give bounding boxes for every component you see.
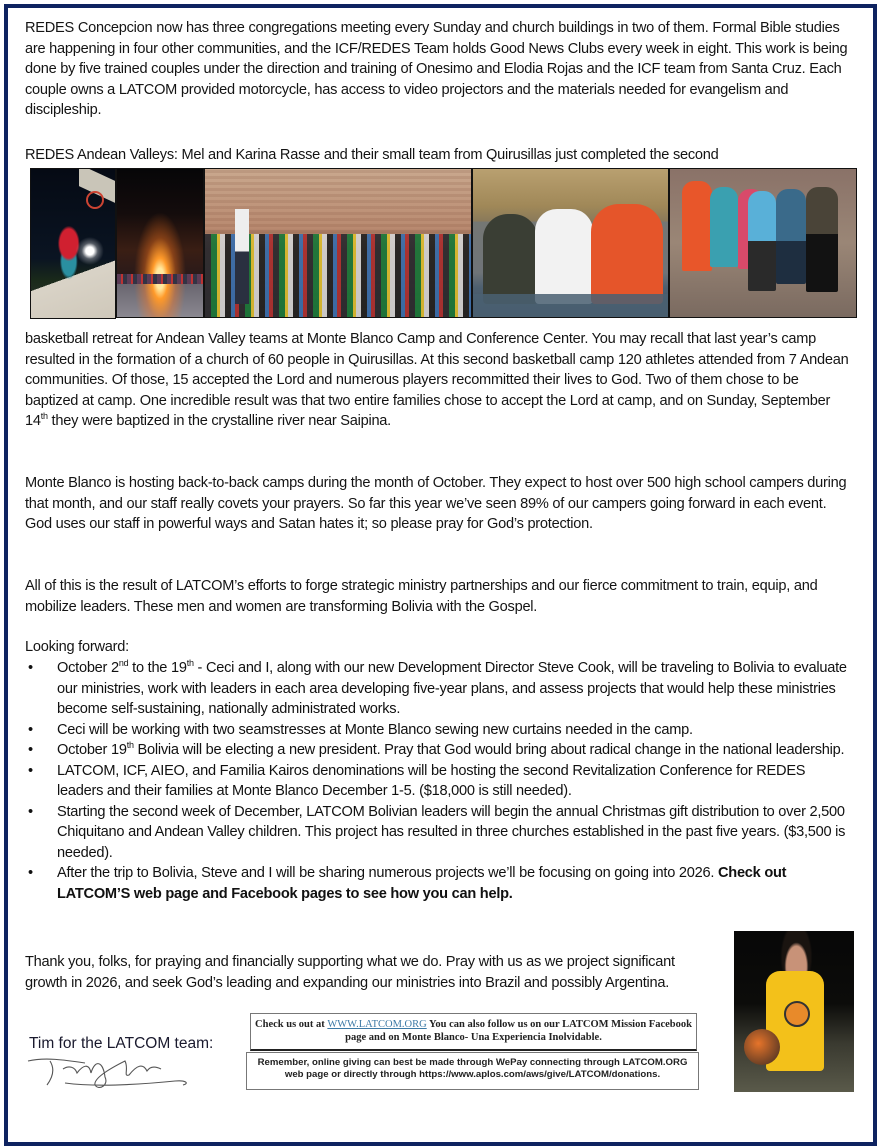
ordinal-suffix: nd — [118, 658, 129, 669]
bullet-text: After the trip to Bolivia, Steve and I will be sharing numerous projects we’ll be focusing on going into 2026. — [57, 865, 718, 881]
call-to-action-text: Check out LATCOM’S web page and Facebook pages to see how you can help. — [57, 865, 787, 902]
bullet-text: Ceci will be working with two seamstresses at Monte Blanco sewing new curtains needed in the camp. — [57, 721, 693, 738]
hoop-shape — [86, 191, 104, 209]
latcom-website-link[interactable]: WWW.LATCOM.ORG — [327, 1019, 427, 1030]
bullet-icon: • — [28, 865, 33, 881]
andean-text-2: they were baptized in the crystalline river near Saipina. — [47, 413, 391, 429]
list-item — [25, 720, 855, 741]
basketball-shape — [744, 1029, 780, 1065]
giving-text: Remember, online giving can best be made through WePay connecting through LATCOM.ORG web page or directly through https://www.aplos.com/aws/give/LATCOM/donations. — [257, 1057, 688, 1080]
list-item — [25, 863, 855, 904]
bullet-icon: • — [28, 762, 33, 779]
paragraph-latcom-result: All of this is the result of LATCOM’s efforts to forge strategic ministry partnerships and our fierce commitment to train, equip, and mobilize leaders. These men and women are transforming Bolivia with the Gospel. — [25, 578, 818, 615]
looking-forward-heading: Looking forward: — [25, 639, 129, 655]
paragraph-thank-you: Thank you, folks, for praying and financially supporting what we do. Pray with us as we project significant growth in 2026, and seek God’s leading and expanding our ministries into Brazil and possibly Argentina. — [25, 954, 675, 991]
person-center-shape — [535, 209, 593, 304]
person-right-shape — [591, 204, 663, 304]
ordinal-suffix: th — [40, 411, 48, 422]
website-info-box — [250, 1013, 697, 1051]
person-2-shape — [710, 187, 738, 267]
basketball-dunk-photo — [30, 168, 116, 319]
speaker-shape — [235, 209, 249, 304]
paragraph-monte-blanco: Monte Blanco is hosting back-to-back camps during the month of October. They expect to host over 500 high school campers during that month, and our staff really covets your prayers. So far this year we’ve seen 89% of our campers going forward in each event. God uses our staff in powerful ways and Satan hates it; so please pray for God’s protection. — [25, 475, 847, 532]
person-1-shape — [682, 181, 712, 271]
paragraph-redes-concepcion: REDES Concepcion now has three congregations meeting every Sunday and church buildings in two of them. Formal Bible studies are happening in four other communities, and the ICF/REDES Team holds Good News Clubs every week in eight. This work is being done by five trained couples under the direction and training of Onesimo and Elodia Rojas and the ICF team from Santa Cruz. Each couple owns a LATCOM provided motorcycle, has access to video projectors and the materials needed for evangelism and discipleship. — [25, 20, 848, 118]
bullet-icon: • — [28, 660, 33, 676]
bullet-text: - Ceci and I, along with our new Development Director Steve Cook, will be traveling to Bolivia to evaluate our ministries, work with leaders in each area developing five-year plans, and assess projects that would help these ministries become self-sustaining, nationally administrated works. — [57, 660, 847, 717]
paragraph-andean-intro: REDES Andean Valleys: Mel and Karina Rasse and their small team from Quirusillas just completed the second — [25, 147, 719, 163]
auditorium-photo — [204, 168, 472, 318]
bullet-icon: • — [28, 721, 33, 738]
ordinal-suffix: th — [186, 658, 194, 669]
bullet-text: October 19 — [57, 742, 127, 758]
crowd-shape — [117, 274, 204, 284]
looking-forward-list — [25, 658, 855, 904]
bullet-text: LATCOM, ICF, AIEO, and Familia Kairos denominations will be hosting the second Revitalization Conference for REDES leaders and their families at Monte Blanco December 1-5. ($18,000 is still needed). — [57, 762, 806, 799]
signoff: Tim for the LATCOM team: — [29, 1035, 214, 1052]
bullet-text: October 2 — [57, 660, 119, 676]
bullet-text: Bolivia will be electing a new president. Pray that God would bring about radical change in the national leadership. — [133, 742, 845, 758]
person-4-shape — [748, 191, 776, 291]
ordinal-suffix: th — [126, 740, 134, 751]
jersey-logo-shape — [784, 1001, 810, 1027]
person-6-shape — [806, 187, 838, 292]
list-item — [25, 761, 855, 802]
list-item — [25, 802, 855, 864]
signature-image — [25, 1055, 195, 1095]
giving-info-box — [246, 1052, 699, 1090]
campfire-photo — [116, 168, 204, 318]
bullet-text: to the 19 — [128, 660, 187, 676]
group-river-photo — [669, 168, 857, 318]
info-text: Check us out at — [255, 1019, 328, 1030]
paragraph-andean-continued — [25, 329, 850, 432]
portrait-photo — [734, 931, 854, 1092]
bullet-icon: • — [28, 742, 33, 758]
person-left-shape — [483, 214, 538, 304]
list-item — [25, 740, 855, 761]
bullet-icon: • — [28, 803, 33, 820]
list-item — [25, 658, 855, 720]
river-water-shape — [473, 294, 669, 318]
bullet-text: Starting the second week of December, LATCOM Bolivian leaders will begin the annual Christmas gift distribution to over 2,500 Chiquitano and Andean Valley children. This project has resulted in three churches established in the past five years. ($3,500 is needed). — [57, 803, 846, 861]
person-5-shape — [776, 189, 806, 284]
info-text: You can also follow us on our LATCOM Mission Facebook page and on Monte Blanco- Una Experiencia Inolvidable. — [345, 1019, 692, 1043]
andean-text-1: basketball retreat for Andean Valley teams at Monte Blanco Camp and Conference Center. You may recall that last year’s camp resulted in the formation of a church of 60 people in Quirusillas. At this second basketball camp 120 athletes attended from 7 Andean communities. Of those, 15 accepted the Lord and numerous players recommitted their lives to God. Two of them chose to be baptized at camp. One incredible result was that two entire families chose to accept the Lord at camp, and on Sunday, September 14 — [25, 331, 849, 429]
river-baptism-photo — [472, 168, 669, 318]
